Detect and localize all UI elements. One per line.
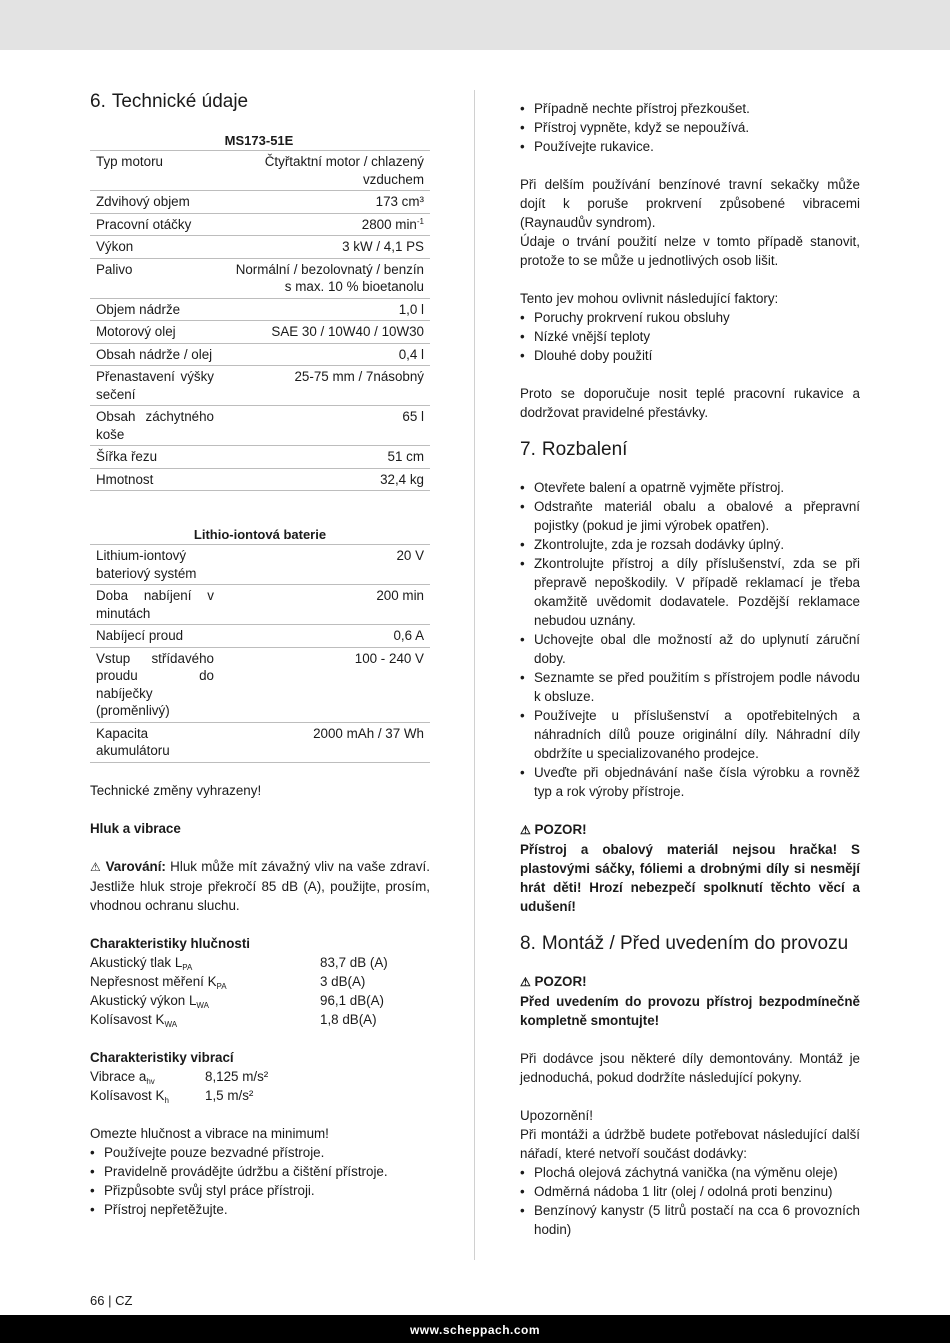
spec-label: Přenastavení výšky sečení [90, 366, 220, 406]
spec-label: Šířka řezu [90, 446, 220, 469]
measure-value: 8,125 m/s² [205, 1068, 269, 1084]
list-item: • Případně nechte přístroj přezkoušet. [520, 99, 860, 118]
battery-title: Lithio-iontová baterie [193, 527, 327, 542]
spec-value: 51 cm [220, 446, 430, 469]
spec-label: Hmotnost [90, 468, 220, 491]
spec-value: Normální / bezolovnatý / benzín s max. 10 % bioetanolu [220, 258, 430, 298]
column-divider [474, 90, 475, 1260]
measure-value: 83,7 dB (A) [320, 954, 388, 970]
table-row [90, 366, 430, 406]
spec-value: 0,4 l [220, 343, 430, 366]
list-item: • Odstraňte materiál obalu a obalové a přepravní pojistky (pokud je jimi výrobek opatřen). [520, 497, 860, 535]
list-item: • Uveďte při objednávání naše čísla výrobku a rovněž typ a rok výroby přístroje. [520, 763, 860, 801]
section-6-heading: 6. Technické údaje [90, 91, 249, 112]
spec-label: Kapacita akumulátoru [90, 722, 220, 762]
table-row [90, 585, 430, 625]
list-item [90, 1067, 430, 1086]
measure-label: Vibrace $a_{hv}$ [90, 1068, 155, 1086]
tech-changes: Technické změny vyhrazeny! [90, 782, 262, 798]
tools-list [520, 1163, 860, 1239]
table-row [90, 236, 430, 259]
spec-value: 173 cm³ [220, 191, 430, 214]
spec-label: Motorový olej [90, 321, 220, 344]
measure-sub: PA [182, 962, 193, 972]
spec-label: Typ motoru [90, 151, 220, 191]
list-item [90, 991, 430, 1010]
tools-paragraph: Při montáži a údržbě budete potřebovat následující další nářadí, které netvoří součást dodávky: [520, 1127, 860, 1161]
noise-char-list [90, 953, 430, 1029]
measure-label: Akustický tlak $L_{PA}$ [90, 954, 193, 972]
right-column [520, 99, 860, 1239]
table-row [90, 545, 430, 585]
list-item [90, 972, 430, 991]
warning-icon: ⚠ [520, 975, 531, 989]
table-row [90, 213, 430, 236]
noise-char-heading: Charakteristiky hlučnosti [90, 935, 250, 951]
list-item: • Přizpůsobte svůj styl práce přístroji. [90, 1181, 430, 1200]
glove-list [520, 99, 860, 156]
list-item: • Seznamte se před použitím s přístrojem podle návodu k obsluze. [520, 668, 860, 706]
measure-value: 96,1 dB(A) [320, 992, 385, 1008]
list-item: • Nízké vnější teploty [520, 327, 860, 346]
warning-icon: ⚠ [520, 823, 531, 837]
measure-sub: WA [196, 1000, 210, 1010]
spec-label: Obsah záchytného koše [90, 406, 220, 446]
measure-value: 1,5 m/s² [205, 1087, 254, 1103]
vib-char-heading: Charakteristiky vibrací [90, 1049, 234, 1065]
list-item: • Plochá olejová záchytná vanička (na výměnu oleje) [520, 1163, 860, 1182]
table-row [90, 321, 430, 344]
list-item: • Zkontrolujte přístroj a díly příslušenství, zda se při přepravě nepoškodily. V případě reklamací je třeba okamžitě uvědomit dodavatele. Pozdější reklamace nebudou uznány. [520, 554, 860, 630]
spec-label: Výkon [90, 236, 220, 259]
table-row [90, 647, 430, 722]
spec-label: Palivo [90, 258, 220, 298]
measure-value: 3 dB(A) [320, 973, 366, 989]
section-8-heading: 8. Montáž / Před uvedením do provozu [520, 933, 849, 954]
left-column [90, 90, 430, 1219]
spec-label: Pracovní otáčky [90, 213, 220, 236]
table-row [90, 343, 430, 366]
list-item: • Používejte pouze bezvadné přístroje. [90, 1143, 430, 1162]
spec-table [90, 150, 430, 491]
spec-label: Vstup střídavého proudu do nabíječky (proměnlivý) [90, 647, 220, 722]
battery-table [90, 544, 430, 763]
spec-value: SAE 30 / 10W40 / 10W30 [220, 321, 430, 344]
table-row [90, 298, 430, 321]
list-item: • Benzínový kanystr (5 litrů postačí na cca 6 provozních hodin) [520, 1201, 860, 1239]
spec-value: 200 min [220, 585, 430, 625]
spec-value: 3 kW / 4,1 PS [220, 236, 430, 259]
unpacking-list [520, 478, 860, 801]
recommendation-paragraph: Proto se doporučuje nosit teplé pracovní rukavice a dodržovat pravidelné přestávky. [520, 386, 860, 420]
list-item: • Otevřete balení a opatrně vyjměte přístroj. [520, 478, 860, 497]
model-title: MS173-51E [224, 133, 294, 148]
table-row [90, 258, 430, 298]
spec-value: 25-75 mm / 7násobný [220, 366, 430, 406]
measure-sub: hv [146, 1076, 155, 1086]
list-item: • Zkontrolujte, zda je rozsah dodávky úplný. [520, 535, 860, 554]
measure-label: Nepřesnost měření $K_{PA}$ [90, 973, 227, 991]
table-row [90, 406, 430, 446]
spec-value: 100 - 240 V [220, 647, 430, 722]
notice-label: Upozornění! [520, 1108, 593, 1123]
factors-intro: Tento jev mohou ovlivnit následující faktory: [520, 291, 779, 306]
list-item: • Přístroj vypněte, když se nepoužívá. [520, 118, 860, 137]
spec-value: 2800 $\min^{-1}$ [220, 213, 430, 236]
list-item: • Používejte rukavice. [520, 137, 860, 156]
spec-value: 0,6 A [220, 625, 430, 648]
list-item: • Poruchy prokrvení rukou obsluhy [520, 308, 860, 327]
list-item: • Odměrná nádoba 1 litr (olej / odolná proti benzinu) [520, 1182, 860, 1201]
caution-8-text: Před uvedením do provozu přístroj bezpodmínečně kompletně smontujte! [520, 994, 860, 1028]
list-item: • Pravidelně provádějte údržbu a čištění přístroje. [90, 1162, 430, 1181]
caution-7-text: Přístroj a obalový materiál nejsou hračka! S plastovými sáčky, fóliemi a drobnými díly si nesmějí hrát děti! Hrozí nebezpečí spolknutí těchto věcí a udušení! [520, 842, 860, 914]
factors-list [520, 308, 860, 365]
measure-sub: PA [216, 981, 227, 991]
spec-label: Nabíjecí proud [90, 625, 220, 648]
measure-sub: WA [164, 1019, 178, 1029]
measure-label: Kolísavost $K_h$ [90, 1087, 169, 1105]
minimize-text: Omezte hlučnost a vibrace na minimum! [90, 1125, 329, 1141]
footer-url[interactable]: www.scheppach.com [409, 1323, 541, 1337]
list-item [90, 1010, 430, 1029]
footer-bar [0, 1315, 950, 1343]
duration-paragraph: Údaje o trvání použití nelze v tomto případě stanovit, protože to se může u jednotlivých osob lišit. [520, 234, 860, 268]
list-item [90, 1086, 430, 1105]
table-row [90, 446, 430, 469]
spec-value: 1,0 l [220, 298, 430, 321]
spec-value: 20 V [220, 545, 430, 585]
table-row [90, 191, 430, 214]
spec-label: Zdvihový objem [90, 191, 220, 214]
spec-label: Obsah nádrže / olej [90, 343, 220, 366]
spec-value: 32,4 kg [220, 468, 430, 491]
section-7-heading: 7. Rozbalení [520, 439, 628, 460]
spec-value: 2000 mAh / 37 Wh [220, 722, 430, 762]
spec-label: Objem nádrže [90, 298, 220, 321]
spec-table-header [90, 131, 430, 150]
measure-label: Kolísavost $K_{WA}$ [90, 1011, 178, 1029]
table-row [90, 625, 430, 648]
top-bar [0, 0, 950, 50]
measure-value: 1,8 dB(A) [320, 1011, 377, 1027]
minimize-list [90, 1143, 430, 1219]
assembly-paragraph: Při dodávce jsou některé díly demontovány. Montáž je jednoduchá, pokud dodržíte následující pokyny. [520, 1051, 860, 1085]
list-item: • Přístroj nepřetěžujte. [90, 1200, 430, 1219]
caution-7-label: ⚠ POZOR! [520, 822, 587, 837]
spec-value: 65 l [220, 406, 430, 446]
warning-icon: ⚠ [90, 859, 102, 874]
measure-sub: h [164, 1095, 169, 1105]
list-item: • Uchovejte obal dle možností až do uplynutí záruční doby. [520, 630, 860, 668]
spec-label: Lithium-iontový bateriový systém [90, 545, 220, 585]
page-number: 66 | CZ [90, 1293, 133, 1308]
table-row [90, 151, 430, 191]
measure-label: Akustický výkon $L_{WA}$ [90, 992, 210, 1010]
caution-8-label: ⚠ POZOR! [520, 974, 587, 989]
spec-value: Čtyřtaktní motor / chlazený vzduchem [220, 151, 430, 191]
list-item: • Používejte u příslušenství a opotřebitelných a náhradních dílů pouze originální díly. Náhradní díly obdržíte u specializovaného prodejce. [520, 706, 860, 763]
vib-char-list [90, 1067, 430, 1105]
list-item [90, 953, 430, 972]
spec-value-sup: -1 [416, 216, 424, 226]
noise-warning: ⚠ Varování: Hluk může mít závažný vliv na vaše zdraví. Jestliže hluk stroje překročí 85 dB (A), použijte, prosím, vhodnou ochranu sluchu. [90, 858, 430, 913]
raynaud-paragraph: Při delším používání benzínové travní sekačky může dojít k poruše prokrvení způsobené vibracemi (Raynaudův syndrom). [520, 177, 860, 230]
spec-label: Doba nabíjení v minutách [90, 585, 220, 625]
list-item: • Dlouhé doby použití [520, 346, 860, 365]
table-row [90, 722, 430, 762]
table-row [90, 468, 430, 491]
noise-heading: Hluk a vibrace [90, 820, 181, 836]
